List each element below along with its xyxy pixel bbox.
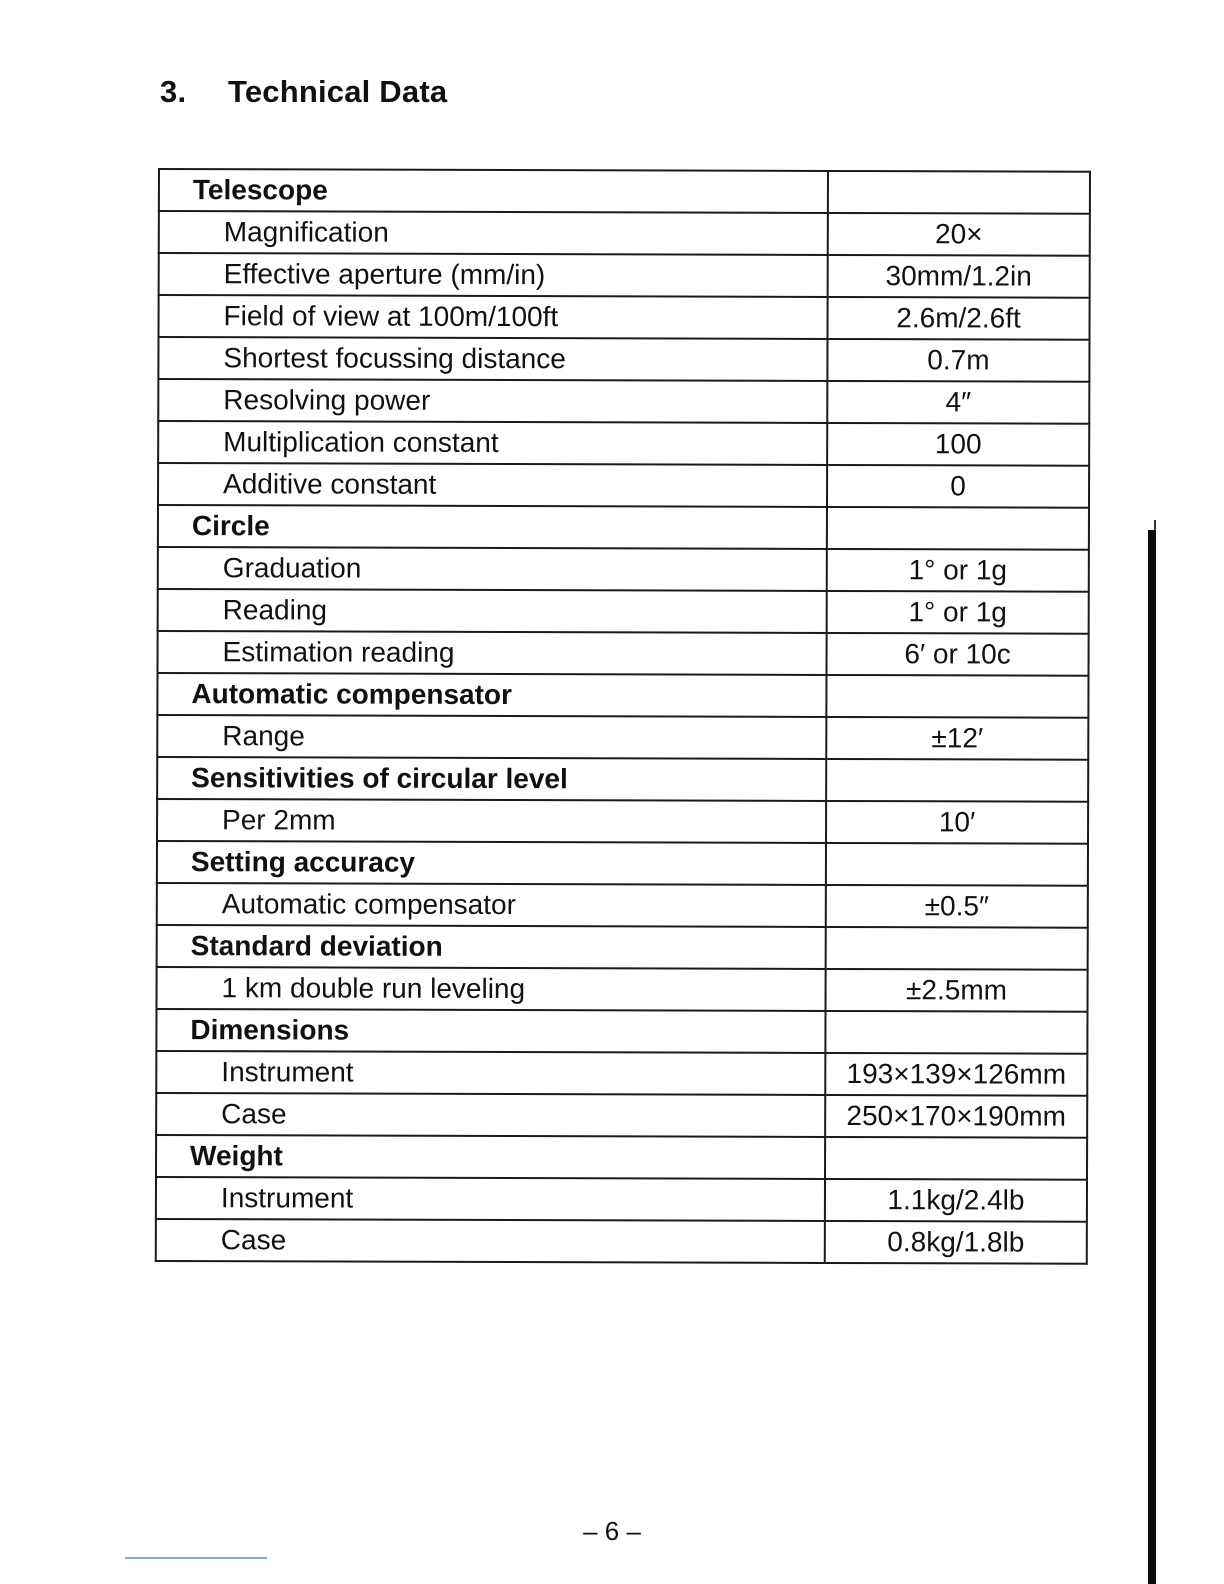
spec-value [826,675,1088,718]
spec-row [156,1051,1087,1096]
spec-group-label: Weight [156,1135,825,1179]
spec-value: 193×139×126mm [825,1053,1087,1096]
spec-value: 4″ [827,381,1089,424]
spec-row [156,1219,1087,1264]
spec-value: 0.8kg/1.8lb [825,1221,1087,1264]
spec-group-label: Dimensions [156,1009,825,1053]
spec-group-row [157,925,1088,970]
section-title: Technical Data [228,74,448,109]
spec-group-label: Setting accuracy [157,841,826,885]
spec-group-row [157,673,1088,718]
spec-row [158,295,1089,340]
spec-row [158,463,1089,508]
spec-value: ±2.5mm [826,969,1088,1012]
spec-row [158,631,1089,676]
spec-row [158,421,1089,466]
spec-row [157,883,1088,928]
spec-row [157,715,1088,760]
spec-label: Instrument [156,1051,825,1095]
spec-group-label: Circle [158,505,827,549]
spec-label: Field of view at 100m/100ft [158,295,827,339]
spec-value: 30mm/1.2in [828,255,1090,298]
technical-data-table-body [156,169,1090,1264]
spec-label: Reading [158,589,827,633]
spec-value: 0.7m [827,339,1089,382]
spec-label: Automatic compensator [157,883,826,927]
spec-label: Case [156,1093,825,1137]
spec-value: 6′ or 10c [826,633,1088,676]
spec-label: Additive constant [158,463,827,507]
spec-group-row [157,757,1088,802]
spec-row [158,589,1089,634]
spec-label: Shortest focussing distance [158,337,827,381]
spec-value [826,927,1088,970]
spec-value: 2.6m/2.6ft [827,297,1089,340]
scan-edge-border [1148,530,1156,1584]
spec-row [158,379,1089,424]
spec-label: Range [157,715,826,759]
spec-value [825,1011,1087,1054]
technical-data-table [155,168,1091,1265]
spec-row [158,337,1089,382]
spec-row [157,967,1088,1012]
spec-value: 1° or 1g [827,591,1089,634]
spec-label: Instrument [156,1177,825,1221]
spec-value: 0 [827,465,1089,508]
section-number: 3. [160,74,187,109]
spec-group-row [159,169,1090,214]
spec-group-label: Sensitivities of circular level [157,757,826,801]
section-heading [160,74,447,110]
spec-group-row [156,1009,1087,1054]
spec-group-row [158,505,1089,550]
spec-value [826,759,1088,802]
spec-group-row [157,841,1088,886]
spec-label: Per 2mm [157,799,826,843]
spec-label: Resolving power [158,379,827,423]
spec-value: ±0.5″ [826,885,1088,928]
spec-group-label: Automatic compensator [157,673,826,717]
page-number: – 6 – [583,1516,641,1546]
spec-value [828,171,1090,214]
spec-value [826,843,1088,886]
spec-value [827,507,1089,550]
spec-row [156,1177,1087,1222]
footer-rule [125,1557,267,1559]
spec-row [157,799,1088,844]
spec-value: 250×170×190mm [825,1095,1087,1138]
spec-value: ±12′ [826,717,1088,760]
spec-label: Estimation reading [158,631,827,675]
spec-row [156,1093,1087,1138]
spec-label: 1 km double run leveling [157,967,826,1011]
spec-label: Graduation [158,547,827,591]
spec-group-label: Telescope [159,169,828,213]
spec-value [825,1137,1087,1180]
spec-value: 1° or 1g [827,549,1089,592]
spec-group-row [156,1135,1087,1180]
spec-value: 100 [827,423,1089,466]
spec-label: Effective aperture (mm/in) [159,253,828,297]
spec-label: Magnification [159,211,828,255]
spec-row [159,211,1090,256]
spec-value: 10′ [826,801,1088,844]
spec-value: 1.1kg/2.4lb [825,1179,1087,1222]
spec-row [158,547,1089,592]
spec-row [159,253,1090,298]
spec-group-label: Standard deviation [157,925,826,969]
spec-label: Multiplication constant [158,421,827,465]
spec-label: Case [156,1219,825,1263]
spec-value: 20× [828,213,1090,256]
